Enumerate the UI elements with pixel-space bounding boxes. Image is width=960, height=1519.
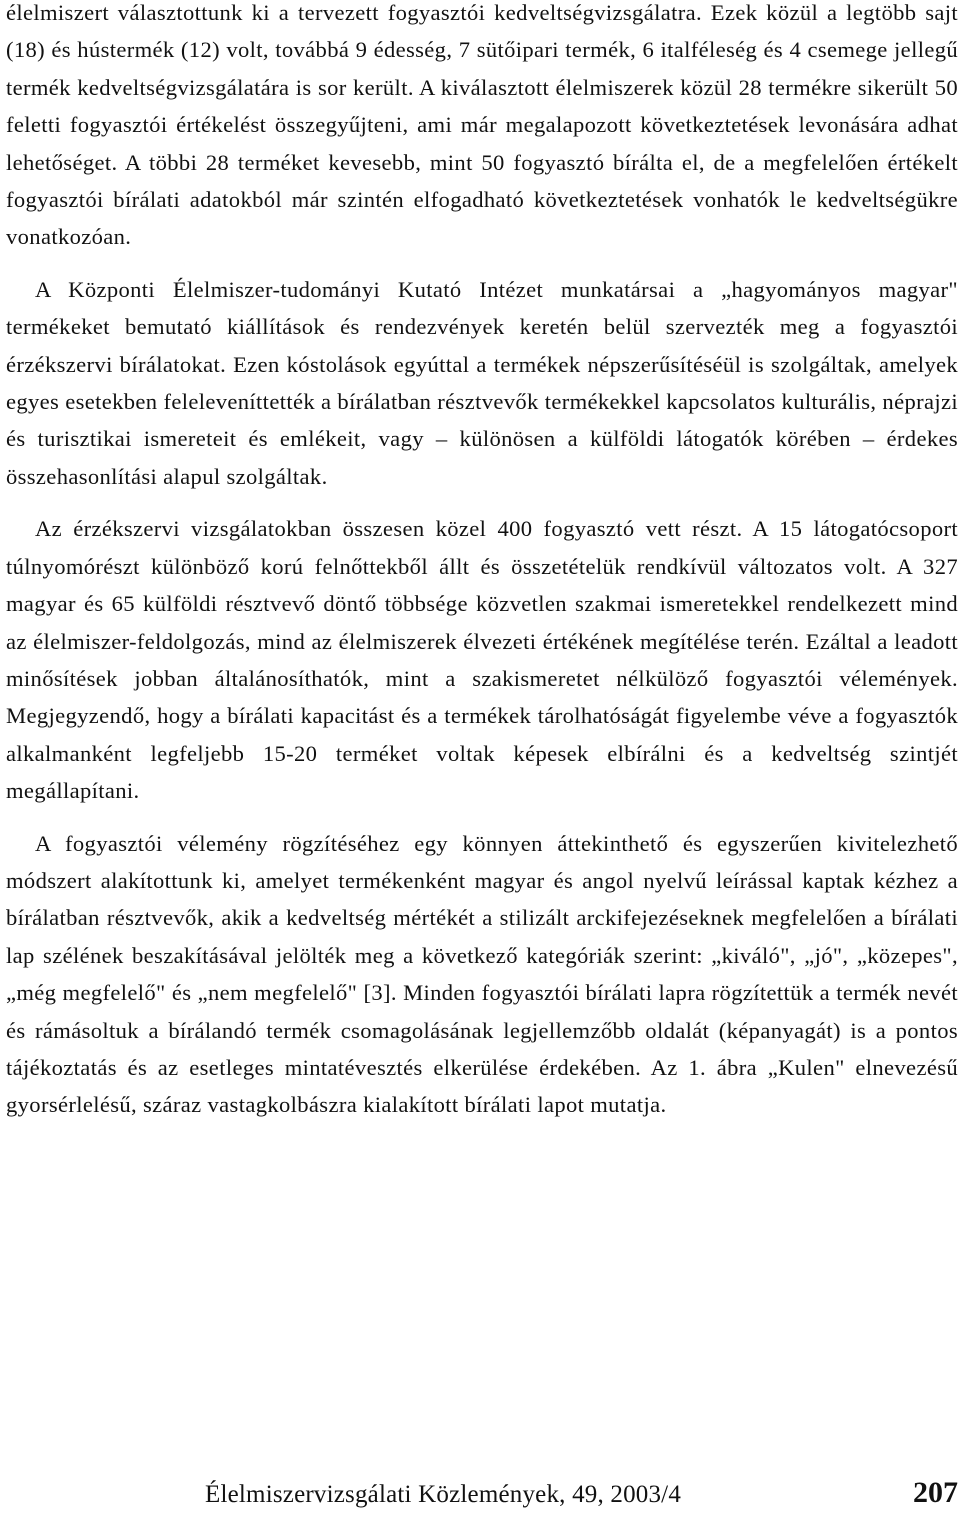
page-footer xyxy=(0,1476,960,1516)
paragraph-continued: élelmiszert választottunk ki a tervezett fogyasztói kedveltségvizsgálatra. Ezek közül a legtöbb sajt (18) és hústermék (12) volt, továbbá 9 édesség, 7 sütőipari termék, 6 italféleség és 4 csemege jellegű termék kedveltségvizsgálatára is sor került. A kiválasztott élelmiszerek közül 28 termékre sikerült 50 feletti fogyasztói értékelést összegyűjteni, ami már megalapozott következtetések levonására adhat lehetőséget. A többi 28 terméket kevesebb, mint 50 fogyasztó bírálta el, de a megfelelően értékelt fogyasztói bírálati adatokból már szintén elfogadható következtetések vonhatók le kedveltségükre vonatkozóan. xyxy=(6,0,958,250)
journal-citation: Élelmiszervizsgálati Közlemények, 49, 2003/4 xyxy=(205,1481,682,1508)
paragraph-method: A fogyasztói vélemény rögzítéséhez egy könnyen áttekinthető és egyszerűen kivitelezhető módszert alakítottunk ki, amelyet termékenként magyar és angol nyelvű leírással kaptak kézhez a bírálatban résztvevők, akik a kedveltség mértékét a stilizált arckifejezéseknek megfelelően a bírálati lap szélének beszakításával jelölték meg a következő kategóriák szerint: „kiváló", „jó", „közepes", „még megfelelő" és „nem megfelelő" [3]. Minden fogyasztói bírálati lapra rögzítettük a termék nevét és rámásoltuk a bírálandó termék csomagolásának legjellemzőbb oldalát (képanyagát) is a pontos tájékoztatás és az esetleges mintatévesztés elkerülése érdekében. Az 1. ábra „Kulen" elnevezésű gyorsérlelésű, száraz vastagkolbászra kialakított bírálati lapot mutatja. xyxy=(6,830,958,1118)
page-number: 207 xyxy=(913,1476,958,1509)
paragraph-kieti-tasting: A Központi Élelmiszer-tudományi Kutató Intézet munkatársai a „hagyományos magyar" termékeket bemutató kiállítások és rendezvények keretén belül szervezték meg a fogyasztói érzékszervi bírálatokat. Ezen kóstolások egyúttal a termékek népszerűsítéséül is szolgáltak, amelyek egyes esetekben feleleveníttették a bírálatban résztvevők termékekkel kapcsolatos kulturális, néprajzi és turisztikai ismereteit és emlékeit, vagy – különösen a külföldi látogatók körében – érdekes összehasonlítási alapul szolgáltak. xyxy=(6,276,958,489)
paragraph-participants: Az érzékszervi vizsgálatokban összesen közel 400 fogyasztó vett részt. A 15 látogatócsoport túlnyomórészt különböző korú felnőttekből állt és összetételük rendkívül változatos volt. A 327 magyar és 65 külföldi résztvevő döntő többsége közvetlen szakmai ismeretekkel rendelkezett mind az élelmiszer-feldolgozás, mind az élelmiszerek élvezeti értékének megítélése terén. Ezáltal a leadott minősítések jobban általánosíthatók, mint a szakismeretet nélkülöző fogyasztói vélemények. Megjegyzendő, hogy a bírálati kapacitást és a termékek tárolhatóságát figyelembe véve a fogyasztók alkalmanként legfeljebb 15-20 terméket voltak képesek elbírálni és a kedveltség szintjét megállapítani. xyxy=(6,516,958,804)
page-body xyxy=(6,0,958,1124)
